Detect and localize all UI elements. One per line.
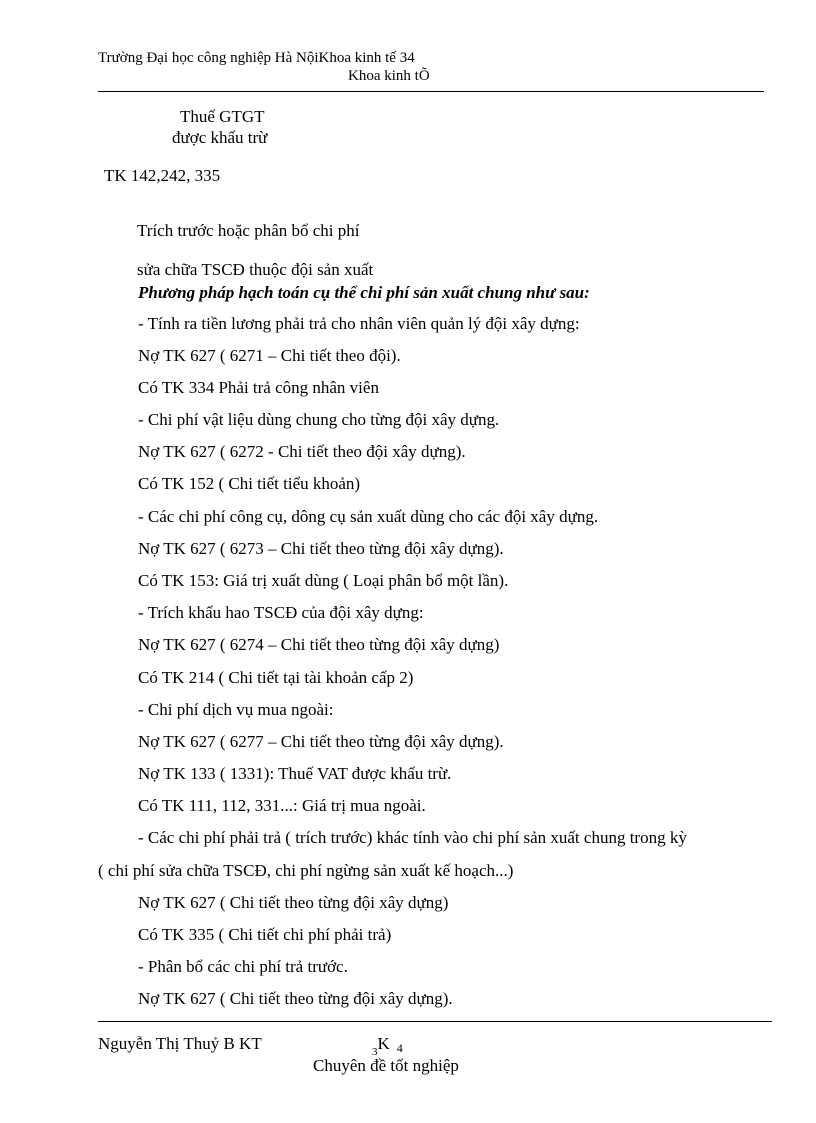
header-faculty-line: Khoa kinh tÕ xyxy=(348,68,430,84)
accrual-label-line1: Trích trước hoặc phân bổ chi phí xyxy=(137,221,360,240)
footer-sub1: 3 xyxy=(372,1046,378,1058)
body-line: Nợ TK 627 ( 6277 – Chi tiết theo từng đội xây dựng). xyxy=(138,732,504,751)
body-line: Có TK 111, 112, 331...: Giá trị mua ngoài. xyxy=(138,796,426,815)
body-line: Nợ TK 627 ( 6274 – Chi tiết theo từng đội xây dựng) xyxy=(138,635,500,654)
footer-title: Chuyên đề tốt nghiệp xyxy=(313,1056,459,1075)
header-school-line: Trường Đại học công nghiệp Hà NộiKhoa kinh tế 34 xyxy=(98,50,415,66)
accrual-label-line2: sửa chữa TSCĐ thuộc đội sản xuất xyxy=(137,260,374,279)
body-line: ( chi phí sửa chữa TSCĐ, chi phí ngừng sản xuất kế hoạch...) xyxy=(98,861,514,880)
body-line: Có TK 214 ( Chi tiết tại tài khoản cấp 2) xyxy=(138,668,414,687)
body-line: Có TK 334 Phải trả công nhân viên xyxy=(138,378,379,397)
body-line: Nợ TK 627 ( 6271 – Chi tiết theo đội). xyxy=(138,346,401,365)
body-line: - Phân bổ các chi phí trả trước. xyxy=(138,957,348,976)
vat-label-line2: được khấu trừ xyxy=(172,128,268,147)
vat-label-line1: Thuế GTGT xyxy=(180,107,265,126)
body-line: - Các chi phí công cụ, dông cụ sản xuất dùng cho các đội xây dựng. xyxy=(138,507,599,526)
body-line: Nợ TK 627 ( Chi tiết theo từng đội xây dựng) xyxy=(138,893,449,912)
footer-rule xyxy=(98,1021,772,1022)
body-line: Có TK 152 ( Chi tiết tiểu khoản) xyxy=(138,474,361,493)
footer-class-code xyxy=(372,1034,403,1058)
footer-k: K xyxy=(377,1034,390,1053)
body-line: Nợ TK 133 ( 1331): Thuế VAT được khấu trừ. xyxy=(138,764,452,783)
body-line: - Chi phí dịch vụ mua ngoài: xyxy=(138,700,334,719)
body-line: - Trích khấu hao TSCĐ của đội xây dựng: xyxy=(138,603,424,622)
body-line: Nợ TK 627 ( Chi tiết theo từng đội xây dựng). xyxy=(138,989,453,1008)
footer-author: Nguyễn Thị Thuỷ B KT xyxy=(98,1034,262,1053)
body-line: Có TK 153: Giá trị xuất dùng ( Loại phân bổ một lần). xyxy=(138,571,509,590)
header-rule xyxy=(98,91,764,92)
section-title: Phương pháp hạch toán cụ thể chi phí sản xuất chung như sau: xyxy=(138,283,590,302)
body-line: Có TK 335 ( Chi tiết chi phí phải trả) xyxy=(138,925,392,944)
body-line: - Chi phí vật liệu dùng chung cho từng đội xây dựng. xyxy=(138,410,500,429)
body-line: - Tính ra tiền lương phải trả cho nhân viên quản lý đội xây dựng: xyxy=(138,314,580,333)
body-line: Nợ TK 627 ( 6273 – Chi tiết theo từng đội xây dựng). xyxy=(138,539,504,558)
body-line: Nợ TK 627 ( 6272 - Chi tiết theo đội xây dựng). xyxy=(138,442,466,461)
accounts-label: TK 142,242, 335 xyxy=(104,166,221,185)
footer-sub2: 4 xyxy=(396,1041,403,1055)
body-line: - Các chi phí phải trả ( trích trước) khác tính vào chi phí sản xuất chung trong kỳ xyxy=(138,828,687,847)
